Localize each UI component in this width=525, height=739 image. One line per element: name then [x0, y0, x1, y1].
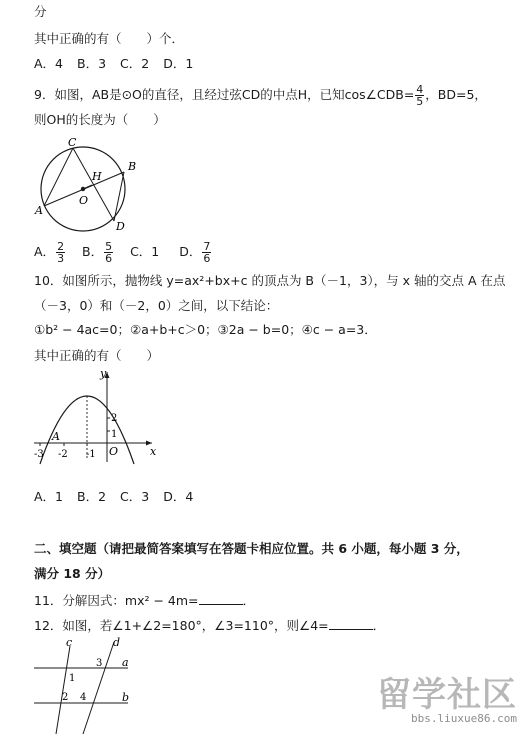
q9-choice-a-label: A．	[34, 244, 56, 259]
label-line-b: b	[122, 691, 130, 704]
q9-choice-b-label: B．	[82, 244, 104, 259]
q12-answer-blank	[329, 617, 373, 630]
q9-choice-d-label: D．	[179, 244, 202, 259]
q10-choice-b: B．2	[77, 489, 107, 504]
chord-cd	[73, 148, 114, 221]
watermark	[377, 667, 517, 725]
label-p1: 1	[111, 429, 118, 440]
q9-a-den: 3	[57, 252, 65, 265]
q9-choices	[34, 240, 212, 264]
q8-prompt: 其中正确的有（ ）个．	[34, 31, 185, 46]
q9-d-num: 7	[203, 240, 211, 253]
q10-choice-a: A．1	[34, 489, 64, 504]
q9-d-den: 6	[203, 252, 211, 265]
q10-line1: 10．如图所示，抛物线 y=ax²+bx+c 的顶点为 B（－1，3），与 x 轴的交点 A 在点	[34, 273, 506, 288]
angle-3: 3	[96, 658, 103, 669]
q10-parabola-graph	[30, 366, 160, 466]
label-p2: 2	[111, 413, 118, 424]
label-y: y	[100, 367, 107, 380]
angle-4: 4	[80, 692, 87, 703]
q10-choice-c: C．3	[120, 489, 150, 504]
q9-b-num: 5	[105, 240, 113, 253]
label-origin: O	[109, 445, 119, 458]
label-m3: -3	[34, 449, 44, 460]
q11-line	[34, 592, 255, 609]
line-d	[83, 642, 114, 734]
q9-choice-c: C．1	[130, 244, 160, 259]
q10-line3: ①b² − 4ac=0；②a+b+c＞0；③2a − b=0；④c − a=3．	[34, 322, 377, 337]
q8-choice-a: A．4	[34, 56, 64, 71]
q11-answer-blank	[199, 592, 243, 605]
q9-text-b: ，BD=5，	[425, 87, 487, 102]
angle-2: 2	[62, 692, 69, 703]
q9-text-a: 9．如图，AB是⊙O的直径，且经过弦CD的中点H，已知cos∠CDB=	[34, 87, 415, 102]
label-m2: -2	[58, 449, 68, 460]
q10-line4: 其中正确的有（ ）	[34, 348, 160, 363]
watermark-logo-text: 留学社区	[377, 675, 517, 715]
angle-1: 1	[69, 673, 76, 684]
label-b: B	[128, 160, 137, 173]
label-h: H	[92, 170, 102, 183]
q9-choice-b-frac	[104, 241, 113, 264]
q9-circle-figure	[30, 134, 145, 234]
center-point-o	[81, 187, 85, 191]
label-a-point: A	[52, 430, 60, 443]
q12-lines-figure	[28, 636, 138, 736]
q9-line2: 则OH的长度为（ ）	[34, 112, 166, 127]
q10-line2: （－3，0）和（－2，0）之间，以下结论：	[34, 298, 279, 313]
q12-text: 12．如图，若∠1+∠2=180°，∠3=110°，则∠4=	[34, 618, 329, 633]
label-line-c: c	[66, 636, 73, 649]
label-c: C	[68, 136, 77, 149]
q8-choices	[34, 56, 203, 72]
q12-end: ．	[372, 618, 386, 633]
label-m1: -1	[86, 449, 96, 460]
label-o: O	[79, 194, 89, 207]
q9-choice-a-frac	[56, 241, 65, 264]
q8-choice-d: D．1	[163, 56, 194, 71]
prev-question-fragment: 分	[34, 4, 47, 19]
q9-line1	[34, 84, 487, 107]
section2-heading-line1: 二、填空题（请把最简答案填写在答题卡相应位置。共 6 小题，每小题 3 分，	[34, 541, 469, 556]
segment-bd	[114, 172, 124, 221]
label-a: A	[35, 204, 43, 217]
q9-choice-d-frac	[202, 241, 211, 264]
label-d: D	[116, 220, 125, 233]
q8-choice-b: B．3	[77, 56, 107, 71]
label-x: x	[150, 445, 157, 458]
q11-text: 11．分解因式：mx² − 4m=	[34, 593, 199, 608]
segment-ac	[44, 148, 73, 206]
q9-a-num: 2	[57, 240, 65, 253]
q10-choice-d: D．4	[163, 489, 194, 504]
label-line-a: a	[122, 656, 129, 669]
q9-frac-num: 4	[416, 83, 424, 96]
q12-line	[34, 617, 385, 634]
q10-choices	[34, 489, 203, 505]
q11-end: ．	[242, 593, 256, 608]
section2-heading-line2: 满分 18 分）	[34, 566, 111, 581]
line-c	[56, 646, 70, 734]
q9-b-den: 6	[105, 252, 113, 265]
q8-choice-c: C．2	[120, 56, 150, 71]
label-line-d: d	[113, 636, 121, 649]
q9-fraction	[415, 84, 424, 107]
watermark-url: bbs.liuxue86.com	[411, 712, 517, 725]
q9-frac-den: 5	[416, 95, 424, 108]
